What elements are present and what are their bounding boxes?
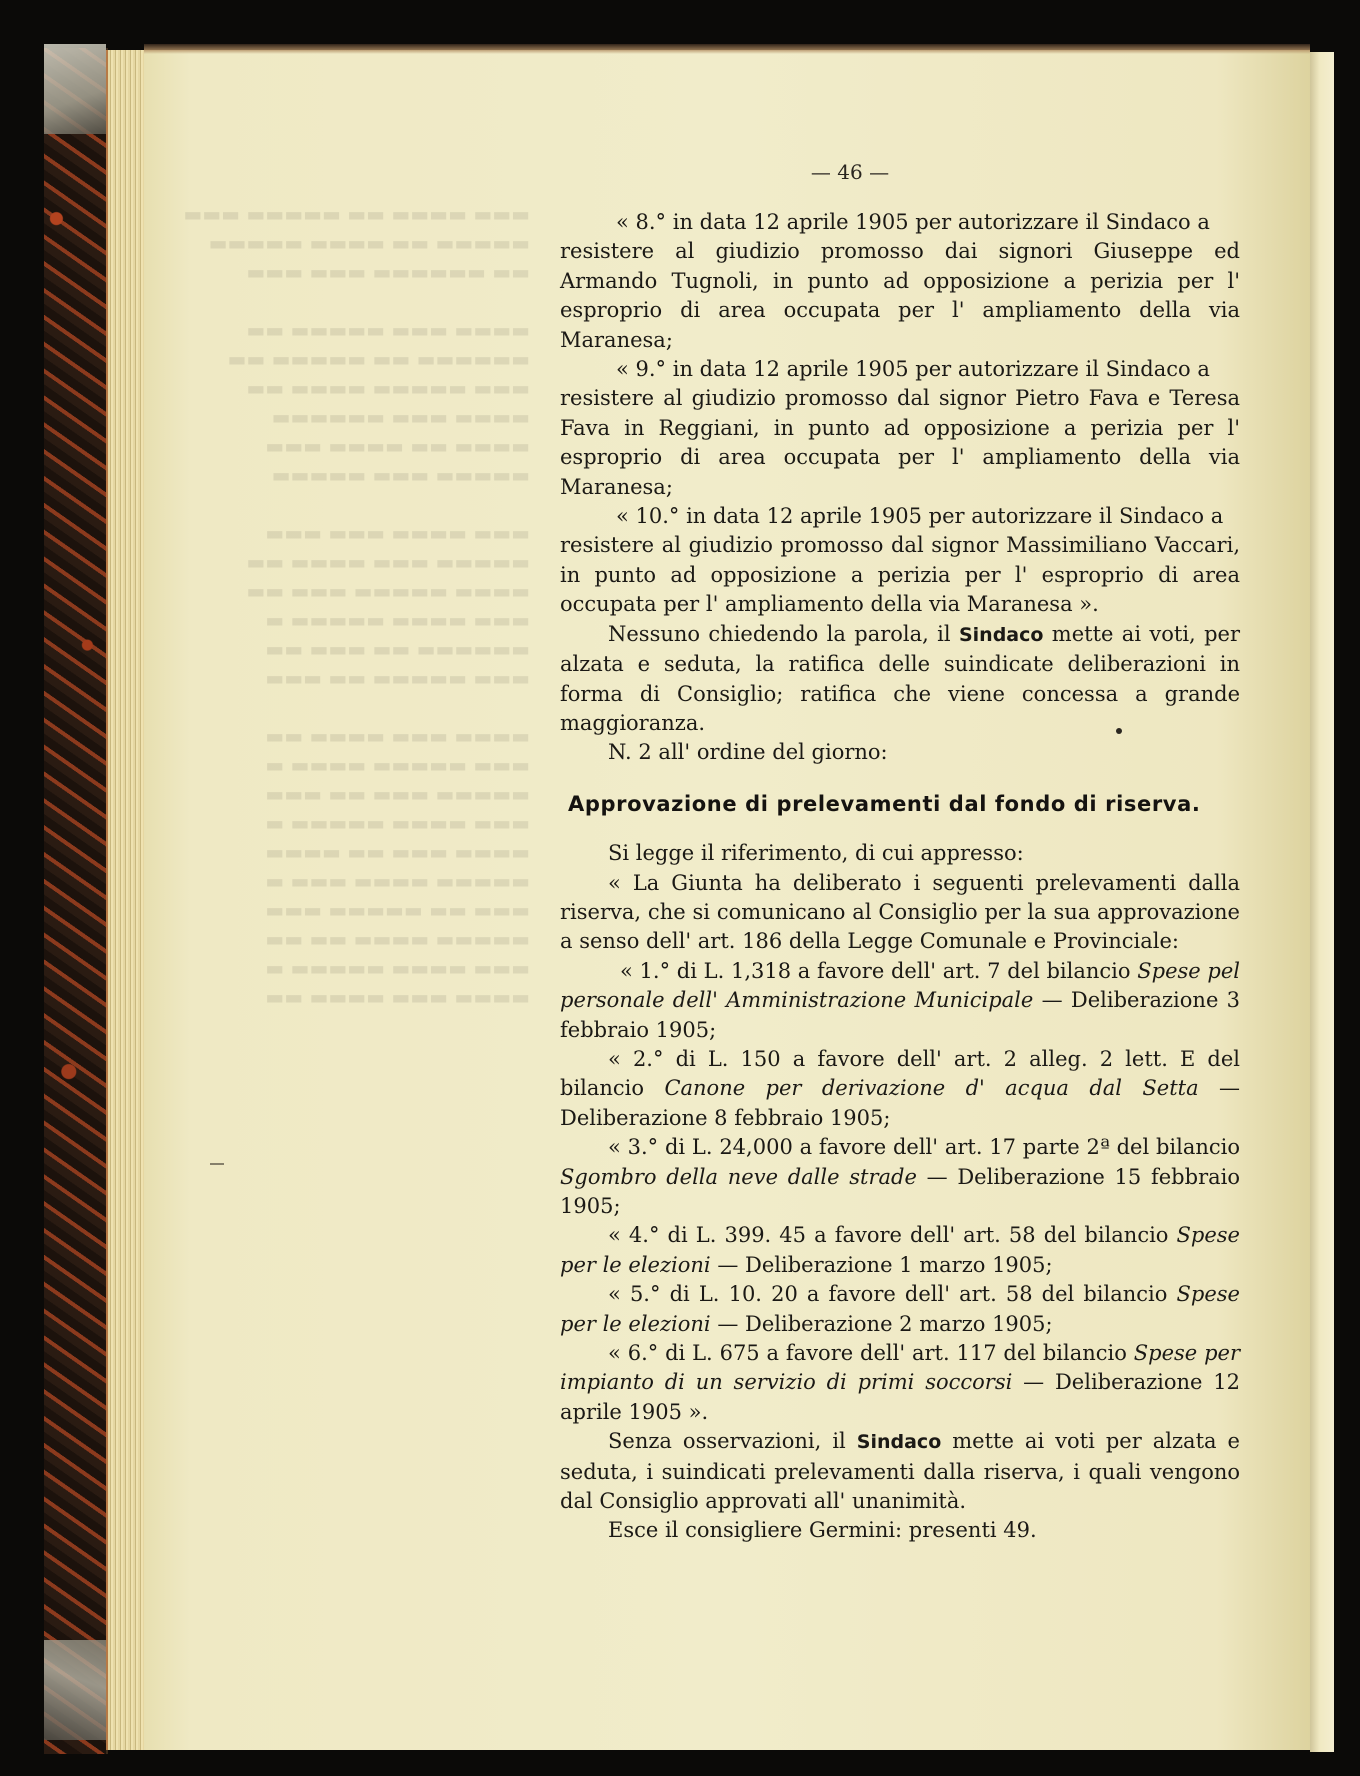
- ratifica-paragraph: [560, 620, 1240, 739]
- item-8-rest: resistere al giudizio promosso dai signori Giuseppe ed Armando Tugnoli, in punto ad opposizione a perizia per l' esproprio di area occupata per l' ampliamento della via Maranesa;: [560, 239, 1240, 352]
- page-top-shadow: [144, 44, 1310, 54]
- prelevamento-5-pre: « 5.° di L. 10. 20 a favore dell' art. 58 del bilancio: [608, 1282, 1168, 1307]
- item-10: [560, 502, 1240, 620]
- prelevamento-4-post: — Deliberazione 1 marzo 1905;: [717, 1252, 1053, 1277]
- ratifica-before: Nessuno chiedendo la parola, il: [608, 621, 951, 646]
- prelevamento-2-capitolo: Canone per derivazione d' acqua dal Setta: [664, 1076, 1199, 1101]
- page-edges: [106, 50, 148, 1750]
- prelevamento-2-pre: « 2.° di L. 150 a favore dell' art. 2 alleg. 2 lett. E del bilancio: [560, 1046, 1240, 1101]
- prelevamento-4-capitolo: Spese per le elezioni: [560, 1223, 1240, 1277]
- sindaco-label-2: Sindaco: [856, 1431, 942, 1454]
- approvazione-after: mette ai voti per alzata e seduta, i suindicati prelevamenti dalla riserva, i quali vengono dal Consiglio approvati all' unanimità.: [560, 1429, 1240, 1514]
- bleed-through-text: ▬▬▬ ▬▬▬▬ ▬▬ ▬▬▬▬▬ ▬▬▬ ▬▬▬▬▬ ▬▬ ▬▬▬▬ ▬▬▬▬▬ ▬▬ ▬▬▬▬▬▬ ▬▬▬ ▬▬▬ ▬▬▬▬ ▬▬▬ ▬▬▬▬▬ ▬▬ ▬▬▬▬▬▬ ▬▬ ▬▬▬▬▬ ▬▬ ▬▬▬ ▬▬▬▬▬ ▬▬▬▬ ▬▬ ▬▬▬▬ ▬▬▬ ▬▬▬▬▬▬ ▬▬▬▬ ▬▬ ▬▬▬▬ ▬▬▬ ▬▬▬▬▬ ▬▬▬ ▬▬▬▬▬ ▬▬▬ ▬▬▬▬ ▬▬▬ ▬▬▬ ▬▬▬▬▬ ▬▬▬ ▬▬▬▬ ▬▬ ▬▬▬▬ ▬▬▬▬▬ ▬▬▬ ▬▬ ▬▬▬ ▬▬▬▬ ▬▬▬▬▬ ▬ ▬▬▬▬▬▬ ▬▬ ▬▬▬ ▬▬ ▬▬▬ ▬▬▬▬▬ ▬▬ ▬▬▬ ▬▬▬▬ ▬▬▬ ▬▬▬▬ ▬▬ ▬▬▬ ▬▬▬▬▬ ▬▬▬▬ ▬ ▬▬▬▬▬ ▬▬▬ ▬▬ ▬▬▬ ▬▬▬ ▬▬▬▬ ▬▬▬▬▬ ▬ ▬▬▬▬ ▬▬▬ ▬▬ ▬▬▬▬ ▬▬▬▬▬ ▬▬▬▬ ▬▬▬ ▬ ▬▬▬ ▬▬ ▬▬▬▬▬ ▬▬▬ ▬▬▬▬▬ ▬▬▬▬ ▬▬ ▬▬ ▬▬▬ ▬▬▬▬ ▬▬▬▬▬ ▬ ▬▬▬▬ ▬▬▬ ▬▬▬▬ ▬▬: [183, 202, 530, 1009]
- ordine-del-giorno: N. 2 all' ordine del giorno:: [608, 740, 888, 765]
- prelevamento-5-post: — Deliberazione 2 marzo 1905;: [717, 1311, 1053, 1336]
- prelevamento-1-capitolo: Spese pel personale dell' Amministrazione Municipale: [560, 958, 1240, 1013]
- riferimento-line: Si legge il riferimento, di cui appresso:: [608, 841, 1024, 866]
- book-binding: [44, 48, 108, 1754]
- prelevamento-3-pre: « 3.° di L. 24,000 a favore dell' art. 17 parte 2ª del bilancio: [608, 1135, 1240, 1160]
- item-9-rest: resistere al giudizio promosso dal signor Pietro Fava e Teresa Fava in Reggiani, in punto ad opposizione a perizia per l' esproprio di area occupata per l' ampliamento della via Maranesa;: [560, 386, 1240, 499]
- item-9-lead: « 9.° in data 12 aprile 1905 per autorizzare il Sindaco a: [616, 357, 1210, 382]
- prelevamento-6-capitolo: Spese per impianto di un servizio di primi soccorsi: [560, 1341, 1240, 1395]
- item-10-rest: resistere al giudizio promosso dal signor Massimiliano Vaccari, in punto ad opposizione a perizia per l' esproprio di area occupata per l' ampliamento della via Maranesa ».: [560, 533, 1240, 617]
- section-heading: Approvazione di prelevamenti dal fondo di riserva.: [568, 791, 1201, 816]
- prelevamento-5: [560, 1280, 1240, 1339]
- item-8: [560, 208, 1240, 355]
- prelevamento-3-post: — Deliberazione 15 febbraio 1905;: [560, 1164, 1240, 1218]
- binding-corner-top: [44, 44, 106, 134]
- esce-line: Esce il consigliere Germini: presenti 49.: [608, 1518, 1037, 1543]
- binding-corner-bottom: [44, 1640, 106, 1740]
- prelevamento-2: [560, 1045, 1240, 1133]
- approvazione-before: Senza osservazioni, il: [608, 1429, 846, 1454]
- item-9: [560, 355, 1240, 502]
- page-number: — 46 —: [810, 160, 890, 184]
- item-8-lead: « 8.° in data 12 aprile 1905 per autorizzare il Sindaco a: [616, 210, 1210, 234]
- prelevamento-5-capitolo: Spese per le elezioni: [560, 1282, 1240, 1336]
- prelevamento-6-pre: « 6.° di L. 675 a favore dell' art. 117 del bilancio: [608, 1341, 1127, 1366]
- item-10-lead: « 10.° in data 12 aprile 1905 per autorizzare il Sindaco a: [616, 504, 1224, 529]
- prelevamento-6: [560, 1339, 1240, 1427]
- ratifica-after: mette ai voti, per alzata e seduta, la ratifica delle suindicate deliberazioni in forma di Consiglio; ratifica che viene concessa a grande maggioranza.: [560, 621, 1240, 735]
- prelevamento-2-post: — Deliberazione 8 febbraio 1905;: [560, 1076, 1240, 1130]
- prelevamento-1-post: — Deliberazione 3 febbraio 1905;: [560, 988, 1240, 1042]
- prelevamento-4-pre: « 4.° di L. 399. 45 a favore dell' art. 58 del bilancio: [608, 1223, 1169, 1248]
- sindaco-label: Sindaco: [958, 623, 1044, 646]
- approvazione-paragraph: [560, 1427, 1240, 1516]
- prelevamento-6-post: — Deliberazione 12 aprile 1905 ».: [560, 1370, 1240, 1424]
- prelevamento-3-capitolo: Sgombro della neve dalle strade: [560, 1164, 917, 1189]
- giunta-paragraph: « La Giunta ha deliberato i seguenti prelevamenti dalla riserva, che si comunicano al Consiglio per la sua approvazione a senso dell' art. 186 della Legge Comunale e Provinciale:: [560, 870, 1240, 954]
- ink-dot: [1116, 728, 1122, 734]
- prelevamento-1-pre: « 1.° di L. 1,318 a favore dell' art. 7 del bilancio: [620, 958, 1131, 983]
- page-text: [560, 208, 1240, 1546]
- prelevamento-4: [560, 1221, 1240, 1280]
- prelevamento-3: [560, 1133, 1240, 1221]
- prelevamento-1: [560, 957, 1240, 1045]
- margin-mark: [210, 1163, 224, 1165]
- next-page-edge: [1310, 52, 1334, 1752]
